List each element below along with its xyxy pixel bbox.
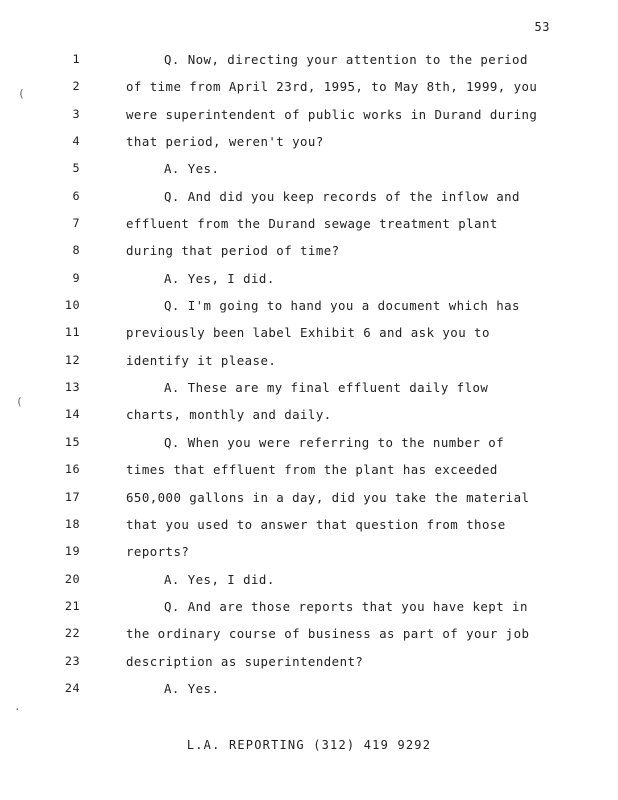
transcript-line (0, 675, 618, 702)
transcript-line (0, 155, 618, 182)
line-text: were superintendent of public works in Durand during (126, 106, 538, 122)
line-number: 2 (72, 79, 80, 94)
line-number: 12 (64, 352, 80, 367)
line-text: reports? (126, 544, 190, 560)
transcript-line (0, 429, 618, 456)
line-number: 21 (64, 598, 80, 613)
line-text: charts, monthly and daily. (126, 407, 332, 423)
margin-mark-icon: ( (18, 87, 25, 100)
transcript-line (0, 210, 618, 237)
transcript-line (0, 347, 618, 374)
line-number: 20 (64, 571, 80, 586)
transcript-line (0, 183, 618, 210)
transcript-line (0, 401, 618, 428)
line-text: A. These are my final effluent daily flow (164, 380, 489, 396)
transcript-line (0, 648, 618, 675)
line-text: previously been label Exhibit 6 and ask you to (126, 325, 490, 341)
line-number: 8 (72, 243, 80, 258)
line-number: 6 (72, 188, 80, 203)
line-text: A. Yes, I did. (164, 270, 275, 286)
line-text: Q. I'm going to hand you a document which has (164, 298, 520, 314)
transcript-line (0, 101, 618, 128)
line-text: effluent from the Durand sewage treatment plant (126, 216, 498, 232)
transcript-line (0, 237, 618, 264)
transcript-line (0, 265, 618, 292)
line-text: A. Yes, I did. (164, 571, 275, 587)
line-text: 650,000 gallons in a day, did you take the material (126, 489, 530, 505)
line-text: Q. And did you keep records of the inflow and (164, 188, 520, 204)
page-number: 53 (534, 20, 550, 34)
transcript-line (0, 292, 618, 319)
line-number: 24 (64, 680, 80, 695)
transcript-line (0, 46, 618, 73)
line-text: A. Yes. (164, 680, 220, 696)
line-number: 17 (64, 489, 80, 504)
line-number: 1 (72, 52, 80, 66)
line-number: 22 (64, 626, 80, 641)
line-text: identify it please. (126, 352, 277, 368)
transcript-line (0, 484, 618, 511)
line-text: the ordinary course of business as part of your job (126, 626, 530, 642)
transcript-line (0, 73, 618, 100)
line-number: 7 (72, 216, 80, 231)
transcript-line (0, 566, 618, 593)
margin-mark-icon: · (14, 703, 21, 716)
line-number: 19 (64, 544, 80, 559)
line-text: of time from April 23rd, 1995, to May 8th, 1999, you (126, 79, 538, 95)
line-number: 23 (64, 653, 80, 668)
line-number: 3 (72, 106, 80, 121)
transcript-line (0, 374, 618, 401)
transcript-line (0, 593, 618, 620)
transcript-line (0, 319, 618, 346)
line-text: that you used to answer that question from those (126, 516, 506, 532)
line-number: 15 (64, 434, 80, 449)
line-text: times that effluent from the plant has exceeded (126, 462, 498, 478)
line-text: Q. And are those reports that you have kept in (164, 598, 528, 614)
transcript-line (0, 511, 618, 538)
line-number: 4 (72, 134, 80, 149)
line-text: that period, weren't you? (126, 134, 324, 150)
line-text: during that period of time? (126, 243, 340, 259)
transcript-line (0, 456, 618, 483)
line-number: 16 (64, 462, 80, 477)
line-number: 9 (72, 270, 80, 285)
transcript-line (0, 538, 618, 565)
transcript-line (0, 128, 618, 155)
line-number: 13 (64, 380, 80, 395)
line-text: A. Yes. (164, 161, 220, 177)
margin-mark-icon: ( (16, 395, 23, 408)
reporter-footer: L.A. REPORTING (312) 419 9292 (186, 738, 432, 752)
line-text: Q. When you were referring to the number of (164, 434, 505, 450)
line-number: 5 (72, 161, 80, 176)
line-number: 10 (64, 298, 80, 313)
line-number: 18 (64, 516, 80, 531)
line-text: Q. Now, directing your attention to the period (164, 52, 528, 67)
transcript-line (0, 620, 618, 647)
transcript-lines (0, 46, 618, 702)
line-number: 14 (64, 407, 80, 422)
line-number: 11 (64, 325, 80, 340)
line-text: description as superintendent? (126, 653, 364, 669)
